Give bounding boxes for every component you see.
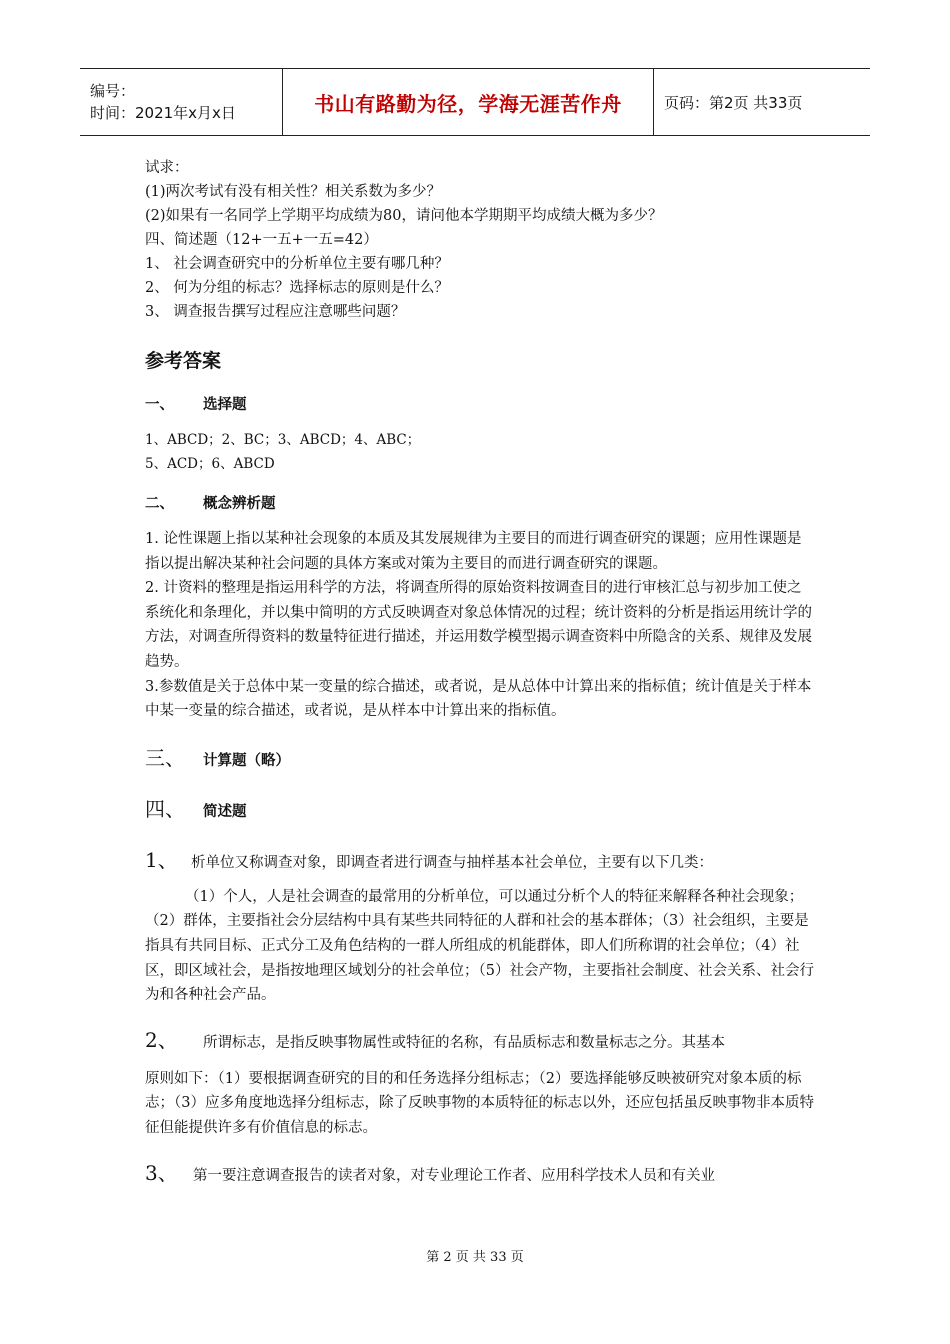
part4-title: 简述题 bbox=[203, 803, 247, 820]
answer-part4-heading bbox=[145, 793, 815, 822]
section4-title: 四、简述题（12+一五+一五=42） bbox=[145, 232, 378, 248]
part3-title: 计算题（略） bbox=[203, 752, 290, 769]
part1-num: 一、 bbox=[145, 397, 174, 413]
part2-para3: 3.参数值是关于总体中某一变量的综合描述，或者说，是从总体中计算出来的指标值；统计值是关于样本中某一变量的综合描述，或者说，是从样本中计算出来的指标值。 bbox=[145, 678, 812, 720]
part1-line2: 5、ACD；6、ABCD bbox=[145, 456, 275, 472]
part1-title: 选择题 bbox=[203, 397, 247, 413]
a1-body: （1）个人，人是社会调查的最常用的分析单位，可以通过分析个人的特征来解释各种社会现象；（2）群体，主要指社会分层结构中具有某些共同特征的人群和社会的基本群体；（3）社会组织，主要是指具有共同目标、正式分工及角色结构的一群人所组成的机能群体，即人们所称谓的社会单位；（4）社区，即区域社会，是指按地理区域划分的社会单位；（5）社会产物，主要指社会制度、社会关系、社会行为和各种社会产品。 bbox=[145, 888, 814, 1004]
short-question-3: 3、 调查报告撰写过程应注意哪些问题？ bbox=[145, 304, 406, 320]
time-label: 时间：2021年x月x日 bbox=[90, 104, 236, 122]
header-meta bbox=[80, 69, 282, 135]
part2-title: 概念辨析题 bbox=[203, 496, 276, 512]
page-info: 页码：第2页 共33页 bbox=[664, 93, 803, 112]
a3-lead: 第一要注意调查报告的读者对象，对专业理论工作者、应用科学技术人员和有关业 bbox=[193, 1167, 715, 1184]
question-2: (2)如果有一名同学上学期平均成绩为80，请问他本学期期平均成绩大概为多少？ bbox=[145, 208, 663, 224]
short-question-1: 1、 社会调查研究中的分析单位主要有哪几种？ bbox=[145, 256, 449, 272]
answer4-item2 bbox=[145, 1024, 815, 1055]
question-1: (1)两次考试有没有相关性？相关系数为多少？ bbox=[145, 184, 442, 200]
a1-lead: 析单位又称调查对象，即调查者进行调查与抽样基本社会单位，主要有以下几类： bbox=[191, 854, 713, 871]
motto: 书山有路勤为径，学海无涯苦作舟 bbox=[314, 91, 622, 116]
page-header bbox=[80, 68, 870, 136]
a2-lead: 所谓标志，是指反映事物属性或特征的名称，有品质标志和数量标志之分。其基本 bbox=[203, 1034, 725, 1051]
part4-num: 四、 bbox=[145, 796, 185, 821]
header-motto-cell bbox=[282, 69, 654, 135]
number-label: 编号： bbox=[90, 82, 136, 100]
a2-body: 原则如下：（1）要根据调查研究的目的和任务选择分组标志；（2）要选择能够反映被研究对象本质的标志；（3）应多角度地选择分组标志，除了反映事物的本质特征的标志以外，还应包括虽反映事物非本质特征但能提供许多有价值信息的标志。 bbox=[145, 1070, 814, 1136]
a2-num: 2、 bbox=[145, 1027, 178, 1052]
answer4-item1 bbox=[145, 844, 815, 875]
short-question-2: 2、 何为分组的标志？选择标志的原则是什么？ bbox=[145, 280, 449, 296]
a3-num: 3、 bbox=[145, 1160, 178, 1185]
part1-line1: 1、ABCD；2、BC；3、ABCD；4、ABC； bbox=[145, 432, 421, 448]
question-ask: 试求： bbox=[145, 160, 189, 176]
answers-title: 参考答案 bbox=[145, 350, 222, 372]
a1-num: 1、 bbox=[145, 847, 178, 872]
part2-para1: 1. 论性课题上指以某种社会现象的本质及其发展规律为主要目的而进行调查研究的课题；应用性课题是指以提出解决某种社会问题的具体方案或对策为主要目的而进行调查研究的课题。 bbox=[145, 531, 802, 572]
part2-num: 二、 bbox=[145, 496, 174, 512]
answer-part2-heading bbox=[145, 492, 815, 513]
document-body bbox=[145, 156, 815, 1188]
answer4-item3 bbox=[145, 1157, 815, 1188]
answer-part3-heading bbox=[145, 742, 815, 771]
part2-para2: 2. 计资料的整理是指运用科学的方法，将调查所得的原始资料按调查目的进行审核汇总与初步加工使之系统化和条理化，并以集中简明的方式反映调查对象总体情况的过程；统计资料的分析是指运用统计学的方法，对调查所得资料的数量特征进行描述，并运用数学模型揭示调查资料中所隐含的关系、规律及发展趋势。 bbox=[145, 580, 812, 670]
page-footer: 第 2 页 共 33 页 bbox=[426, 1250, 524, 1265]
answer-part1-heading bbox=[145, 393, 815, 414]
part3-num: 三、 bbox=[145, 745, 185, 770]
header-page-info-cell bbox=[654, 69, 870, 135]
